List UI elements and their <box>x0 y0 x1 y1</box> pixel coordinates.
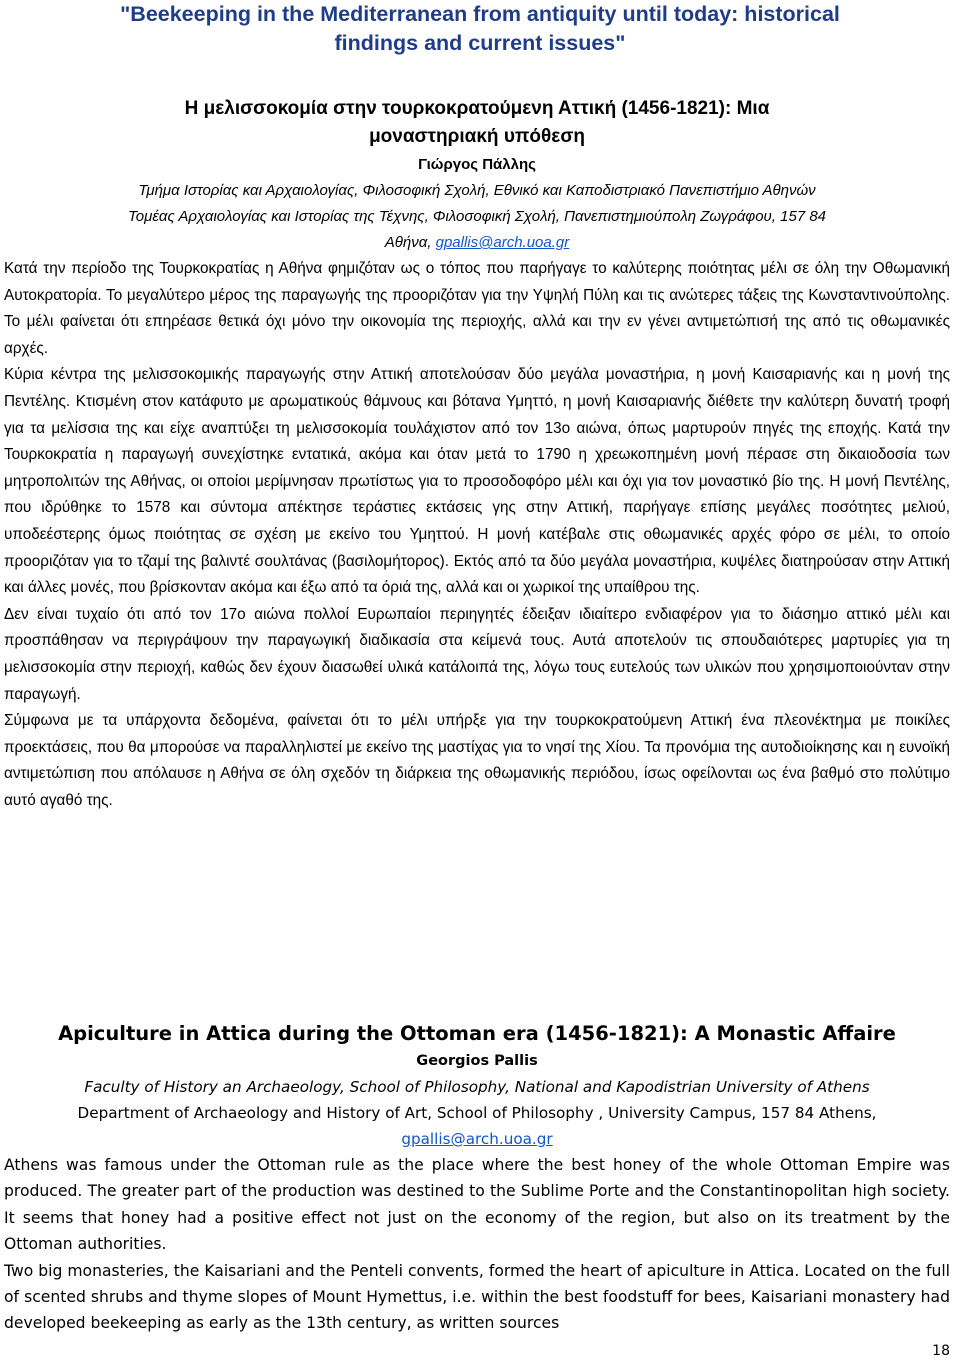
english-email-line <box>4 1126 950 1152</box>
conference-header <box>0 0 960 60</box>
english-paragraph-1: Athens was famous under the Ottoman rule as the place where the best honey of the whole Ottoman Empire was produced. The greater part of the production was destined to the Sublime Porte and the Constantinopolitan high society. It seems that honey had a positive effect not just on the economy of the region, but also on its treatment by the Ottoman authorities. <box>4 1156 950 1254</box>
english-email-link[interactable]: gpallis@arch.uoa.gr <box>401 1130 553 1148</box>
greek-title-line-2: μοναστηριακή υπόθεση <box>369 126 585 147</box>
page-number: 18 <box>932 1343 950 1359</box>
greek-abstract <box>4 95 950 814</box>
greek-city: Αθήνα, <box>384 234 436 251</box>
english-paragraph-2: Two big monasteries, the Kaisariani and the Penteli convents, formed the heart of apiculture in Attica. Located on the full of scented shrubs and thyme slopes of Mount Hymettus, i.e. within the best foodstuff for bees, Kaisariani monastery had developed beekeeping as early as the 13th century, as written sources <box>4 1261 950 1333</box>
greek-paragraph-3: Δεν είναι τυχαίο ότι από τον 17ο αιώνα πολλοί Ευρωπαίοι περιηγητές έδειξαν ιδιαίτερο ενδιαφέρον για το διάσημο αττικό μέλι και προσπάθησαν να περιγράψουν την παραγωγική διαδικασία στα κείμενά τους. Αυτά αποτελούν τις σπουδαιότερες μαρτυρίες για τη μελισσοκομία στην περιοχή, καθώς δεν έχουν διασωθεί υλικά κατάλοιπά της, λόγω τους ευτελούς των υλικών που χρησιμοποιούνταν στην παραγωγή. <box>4 605 950 703</box>
greek-title <box>4 95 950 151</box>
english-title: Apiculture in Attica during the Ottoman era (1456-1821): A Monastic Affaire <box>58 1022 896 1045</box>
greek-paragraph-2: Κύρια κέντρα της μελισσοκομικής παραγωγής στην Αττική αποτελούσαν δύο μεγάλα μοναστήρια, η μονή Καισαριανής και η μονή της Πεντέλης. Κτισμένη στον κατάφυτο με αρωματικούς θάμνους και βότανα Υμηττό, η μονή Καισαριανής διέθετε την καλύτερη δυνατή τροφή για τα μελίσσια της και είχε αναπτύξει τη μελισσοκομία τουλάχιστον από τον 13ο αιώνα, όπως μαρτυρούν πηγές της εποχής. Κατά την Τουρκοκρατία η παραγωγή συνεχίστηκε εντατικά, ακόμα και όταν μετά το 1790 η χρεωκοπημένη μονή πέρασε στη δικαιοδοσία των μητροπολιτών της Αθήνας, οι οποίοι μερίμνησαν πρωτίστως για το προσοδοφόρο μέλι και όχι για τον μοναστικό βίο της. Η μονή Πεντέλης, που ιδρύθηκε το 1578 και σύντομα απέκτησε τεράστιες εκτάσεις γης στην Αττική, παρήγαγε επίσης μεγάλες ποσότητες μελιού, υποδεέστερης όμως ποιότητας σε σχέση με εκείνο του Υμηττού. Η μονή κατέβαλε στις οθωμανικές αρχές φόρο σε μέλι, το οποίο προοριζόταν για το τζαμί της βαλιντέ σουλτάνας (βασιλομήτορος). Εκτός από τα δύο μεγάλα μοναστήρια, κυψέλες διατηρούσαν στην Αττική και άλλες μονές, που βρίσκονταν ακόμα και έξω από τα όριά της, αλλά και οι χωρικοί της υπαίθρου της. <box>4 366 950 597</box>
english-affiliation-1: Faculty of History an Archaeology, School of Philosophy, National and Kapodistrian University of Athens <box>84 1078 870 1096</box>
english-author: Georgios Pallis <box>416 1053 538 1069</box>
greek-paragraph-4: Σύμφωνα με τα υπάρχοντα δεδομένα, φαίνεται ότι το μέλι υπήρξε για την τουρκοκρατούμενη Αττική ένα πλεονέκτημα με ποικίλες προεκτάσεις, που θα μπορούσε να παραλληλιστεί με εκείνο της μαστίχας για το νησί της Χίου. Τα προνόμια της αυτοδιοίκησης και η ευνοϊκή αντιμετώπιση που απόλαυσε η Αθήνα σε όλη σχεδόν τη διάρκεια της οθωμανικής περιόδου, ίσως οφείλονται ως ένα βαθμό στο πολύτιμο αυτό αγαθό της. <box>4 712 950 809</box>
english-affiliation-2: Department of Archaeology and History of Art, School of Philosophy , University Campus, 157 84 Athens, <box>77 1104 877 1122</box>
greek-affiliation-1: Τμήμα Ιστορίας και Αρχαιολογίας, Φιλοσοφική Σχολή, Εθνικό και Καποδιστριακό Πανεπιστήμιο Αθηνών <box>138 182 816 199</box>
greek-email-link[interactable]: gpallis@arch.uoa.gr <box>435 234 570 251</box>
header-line-1: "Beekeeping in the Mediterranean from antiquity until today: historical <box>120 2 840 26</box>
greek-author: Γιώργος Πάλλης <box>418 156 536 173</box>
greek-affiliation-3 <box>4 230 950 256</box>
greek-paragraph-1: Κατά την περίοδο της Τουρκοκρατίας η Αθήνα φημιζόταν ως ο τόπος που παρήγαγε το καλύτερης ποιότητας μέλι σε όλη την Οθωμανική Αυτοκρατορία. Το μεγαλύτερο μέρος της παραγωγής της προοριζόταν για την Υψηλή Πύλη και τις ανώτερες τάξεις της Κωνσταντινούπολης. Το μέλι φαίνεται ότι επηρέασε θετικά όχι μόνο την οικονομία της περιοχής, αλλά και την εν γένει αντιμετώπισή της από τις οθωμανικές αρχές. <box>4 260 950 357</box>
greek-affiliation-2: Τομέας Αρχαιολογίας και Ιστορίας της Τέχνης, Φιλοσοφική Σχολή, Πανεπιστημιούπολη Ζωγράφου, 157 84 <box>127 208 827 225</box>
greek-title-line-1: Η μελισσοκομία στην τουρκοκρατούμενη Αττική (1456-1821): Μια <box>184 98 770 119</box>
header-line-2: findings and current issues" <box>334 31 626 55</box>
english-abstract <box>4 1019 950 1337</box>
